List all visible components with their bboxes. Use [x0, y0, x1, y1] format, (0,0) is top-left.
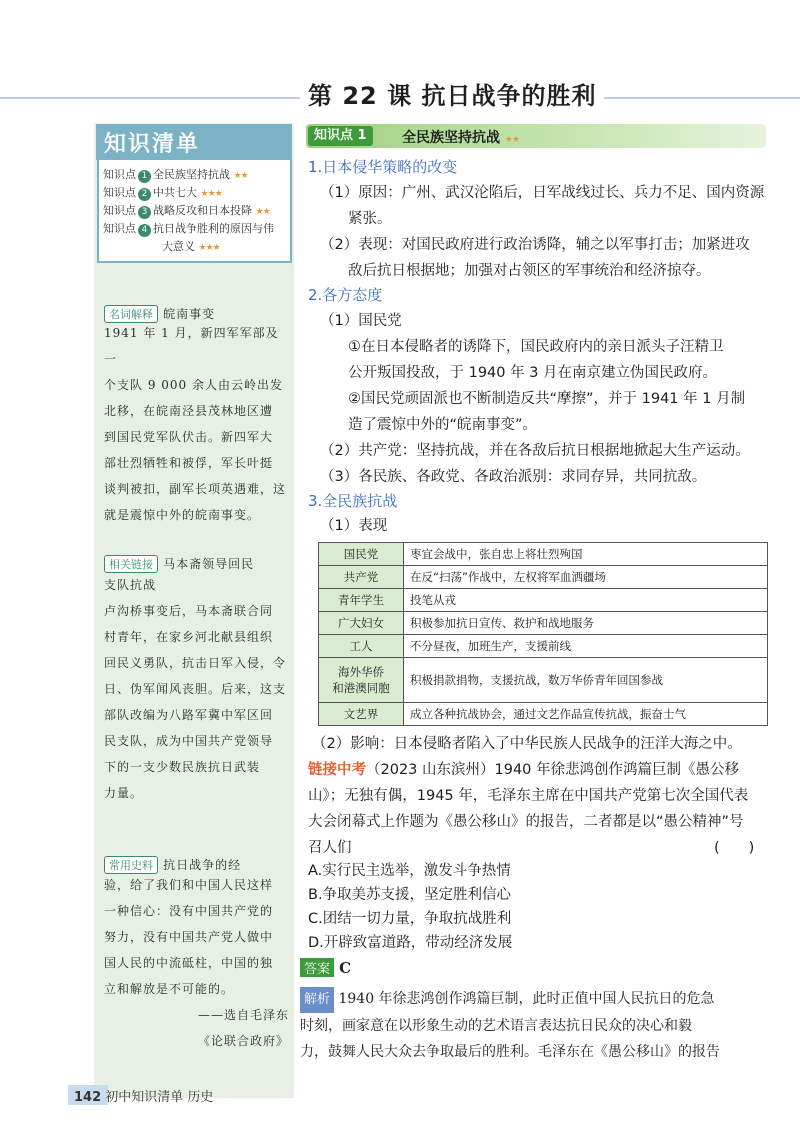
option-c: C.团结一切力量，争取抗战胜利 — [308, 911, 512, 927]
link-body: 支队抗战 卢沟桥事变后，马本斋联合同 村青年，在家乡河北献县组织 回民义勇队，抗击日军入侵，令 日、伪军闻风丧胆。后来，这支 部队改编为八路军冀中军区回 民支队，成为中国共产党领导 下的一支少数民族抗日武装 力量。 — [104, 578, 287, 800]
paragraph: （3）各民族、各政党、各政治派别：求同存异，共同抗敌。 — [320, 469, 707, 485]
exam-question: 链接中考（2023 山东滨州）1940 年徐悲鸿创作鸿篇巨制《愚公移 — [308, 762, 740, 778]
table-row: 文艺界 成立各种抗战协会，通过文艺作品宣传抗战，振奋士气 — [319, 703, 768, 726]
table-row: 青年学生 投笔从戎 — [319, 589, 768, 612]
paragraph: 造了震惊中外的“皖南事变”。 — [348, 417, 538, 433]
exam-question: 召人们 — [308, 840, 352, 856]
section-heading: 1.日本侵华策略的改变 — [308, 158, 458, 176]
star-icon: ★★ — [255, 207, 270, 217]
kp1-title: 全民族坚持抗战 ★★ — [402, 130, 520, 146]
paragraph: （1）原因：广州、武汉沦陷后，日军战线过长、兵力不足、国内资源 — [320, 185, 765, 201]
option-b: B.争取美苏支援，坚定胜利信心 — [308, 887, 512, 903]
kp1-label: 知识点 1 — [308, 126, 373, 146]
table-row: 工人 不分昼夜，加班生产，支援前线 — [319, 635, 768, 658]
book-title: 初中知识清单 历史 — [105, 1090, 214, 1105]
table-row: 广大妇女 积极参加抗日宣传、救护和战地服务 — [319, 612, 768, 635]
knowledge-list-item-cont: 大意义 ★★★ — [162, 240, 220, 253]
source-tag: 常用史料 — [104, 856, 158, 874]
paragraph: 公开叛国投敌，于 1940 年 3 月在南京建立伪国民政府。 — [348, 365, 718, 381]
section-heading: 3.全民族抗战 — [308, 492, 398, 510]
source-heading: 抗日战争的经 — [163, 858, 242, 872]
answer-bracket: ( ) — [714, 840, 755, 856]
exam-question: 大会闭幕式上作题为《愚公移山》的报告，二者都是以“愚公精神”号 — [308, 814, 744, 830]
paragraph: ①在日本侵略者的诱降下，国民政府内的亲日派头子汪精卫 — [348, 339, 724, 355]
star-icon: ★★★ — [200, 189, 222, 199]
analysis: 解析 1940 年徐悲鸿创作鸿篇巨制，此时正值中国人民抗日的危急 时刻，画家意在以形象生动的艺术语言表达抗日民众的决心和毅 力，鼓舞人民大众去争取最后的胜利。毛泽东在《愚公移山》的报告 — [300, 986, 770, 1065]
analysis-tag: 解析 — [300, 987, 334, 1013]
paragraph: （2）共产党：坚持抗战，并在各敌后抗日根据地掀起大生产运动。 — [320, 443, 750, 459]
footer — [74, 1086, 213, 1105]
knowledge-list-title: 知识清单 — [104, 132, 201, 157]
page-number: 142 — [74, 1090, 102, 1105]
star-icon: ★★★ — [198, 243, 220, 253]
section-heading: 2.各方态度 — [308, 286, 383, 304]
term-body: 1941 年 1 月，新四军军部及一 个支队 9 000 余人由云岭出发 北移，在皖南泾县茂林地区遭 到国民党军队伏击。新四军大 部壮烈牺牲和被俘，军长叶挺 谈判被扣，副军长项英遇难，这 就是震惊中外的皖南事变。 — [104, 326, 287, 522]
kp1-banner — [306, 124, 766, 148]
link-tag: 相关链接 — [104, 555, 158, 573]
term-heading: 皖南事变 — [163, 307, 216, 321]
option-a: A.实行民主选举，激发斗争热情 — [308, 863, 511, 879]
knowledge-list-item: 知识点 2 中共七大 ★★★ — [103, 186, 222, 199]
paragraph: 敌后抗日根据地；加强对占领区的军事统治和经济掠夺。 — [348, 263, 711, 279]
paragraph: （2）表现：对国民政府进行政治诱降，辅之以军事打击；加紧进攻 — [320, 237, 750, 253]
star-icon: ★★ — [504, 135, 520, 145]
expression-table — [318, 542, 768, 726]
table-row: 共产党 在反“扫荡”作战中，左权将军血洒疆场 — [319, 566, 768, 589]
paragraph: （2）影响：日本侵略者陷入了中华民族人民战争的汪洋大海之中。 — [312, 736, 742, 752]
link-exam-tag: 链接中考 — [308, 762, 366, 778]
link-heading: 马本斋领导回民 — [163, 557, 255, 571]
paragraph: 紧张。 — [348, 211, 392, 227]
answer-value: C — [339, 959, 352, 977]
exam-question: 山》；无独有偶，1945 年，毛泽东主席在中国共产党第七次全国代表 — [308, 788, 749, 804]
table-row: 国民党 枣宜会战中，张自忠上将壮烈殉国 — [319, 543, 768, 566]
table-row: 海外华侨 和港澳同胞 积极捐款捐物，支援抗战，数万华侨青年回国参战 — [319, 658, 768, 703]
source-body: 验，给了我们和中国人民这样 一种信心：没有中国共产党的 努力，没有中国共产党人做中 国人民的中流砥柱，中国的独 立和解放是不可能的。 ——选自毛泽东 《论联合政府》 — [104, 878, 289, 1048]
knowledge-list-item: 知识点 3 战略反攻和日本投降 ★★ — [103, 204, 270, 217]
page-title: 第 22 课 抗日战争的胜利 — [300, 76, 604, 111]
answer-row — [300, 958, 351, 977]
paragraph: ②国民党顽固派也不断制造反共“摩擦”，并于 1941 年 1 月制 — [348, 391, 746, 407]
knowledge-list-item: 知识点 1 全民族坚持抗战 ★★ — [103, 168, 248, 181]
option-d: D.开辟致富道路，带动经济发展 — [308, 935, 513, 951]
answer-tag: 答案 — [300, 958, 334, 977]
star-icon: ★★ — [233, 171, 248, 181]
paragraph: （1）国民党 — [320, 313, 402, 329]
knowledge-list-item: 知识点 4 抗日战争胜利的原因与伟 — [103, 222, 274, 235]
term-tag: 名词解释 — [104, 305, 158, 323]
paragraph: （1）表现 — [320, 518, 388, 534]
